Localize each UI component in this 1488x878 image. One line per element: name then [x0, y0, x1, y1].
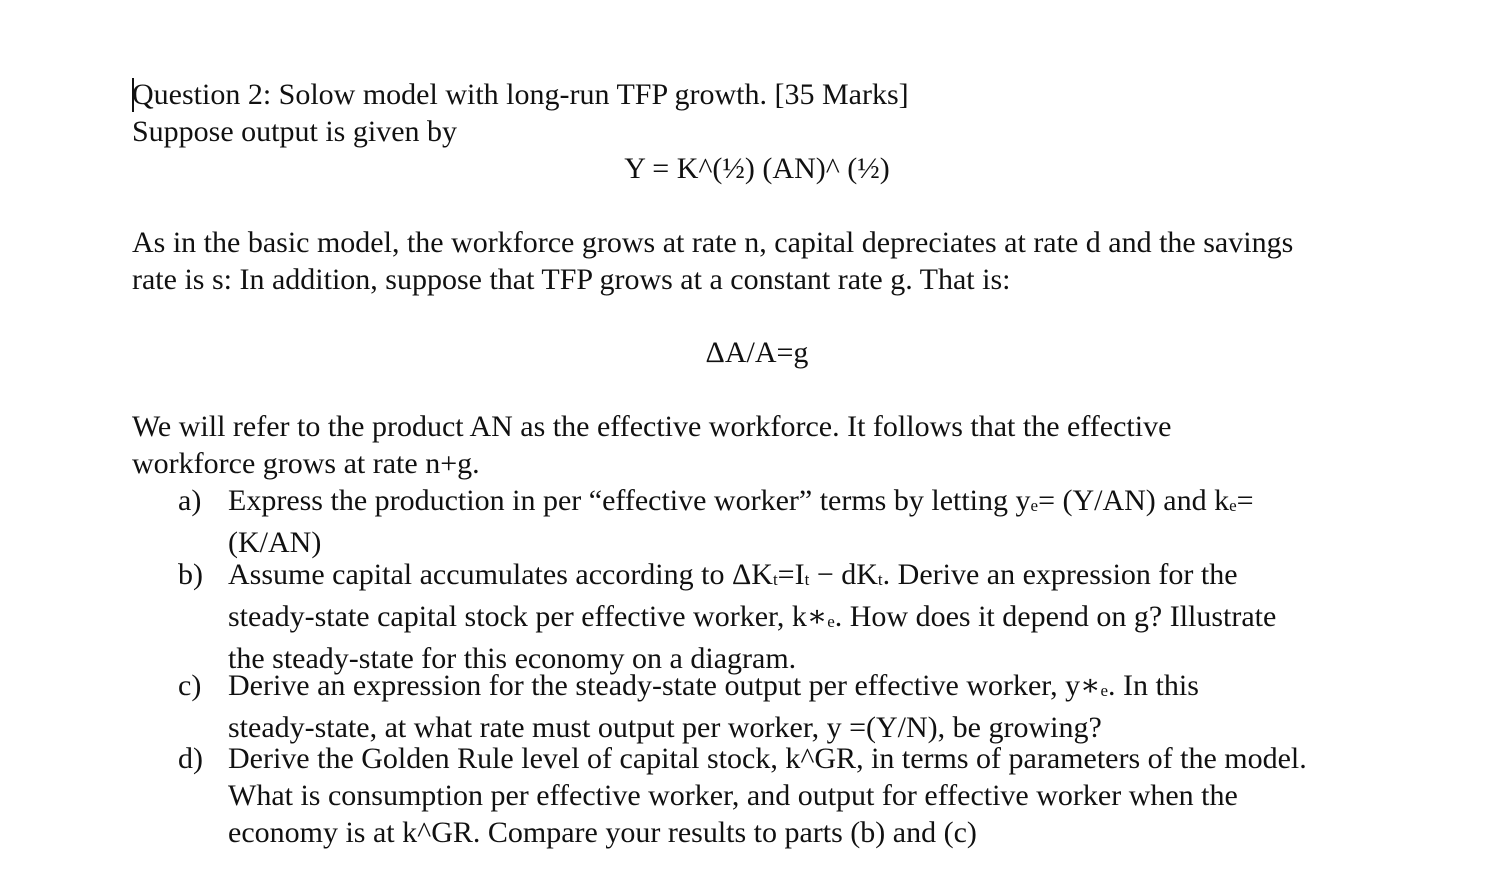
question-title: Question 2: Solow model with long-run TFP growth. [35 Marks] [132, 78, 909, 111]
item-line: What is consumption per effective worker, and output for effective worker when the [228, 779, 1238, 812]
paragraph-line: rate is s: In addition, suppose that TFP grows at a constant rate g. That is: [132, 263, 1011, 296]
item-line: economy is at k^GR. Compare your results to parts (b) and (c) [228, 816, 977, 849]
paragraph-line: As in the basic model, the workforce grows at rate n, capital depreciates at rate d and the savings [132, 226, 1294, 259]
item-line: the steady-state for this economy on a diagram. [228, 642, 797, 675]
list-marker: c) [178, 669, 202, 702]
list-marker: d) [178, 742, 203, 775]
paragraph-line: workforce grows at rate n+g. [132, 447, 480, 480]
item-line: Express the production in per “effective worker” terms by letting $y_e= (Y/AN)$ and $k_e=$ [228, 484, 1254, 517]
paragraph-line: We will refer to the product AN as the effective workforce. It follows that the effective [132, 410, 1172, 443]
intro-text: Suppose output is given by [132, 115, 458, 148]
item-line: Derive an expression for the steady-state output per effective worker, $y∗_e$. In this [228, 669, 1199, 702]
list-marker: b) [178, 558, 203, 591]
item-line: steady-state capital stock per effective worker, $k∗_e$. How does it depend on g? Illustrate [228, 600, 1277, 633]
item-line: (K/AN) [228, 526, 322, 559]
item-line: steady-state, at what rate must output per worker, y =(Y/N), be growing? [228, 711, 1102, 744]
item-line: Assume capital accumulates according to $\Delta K_t=I_t - dK_t$. Derive an expression for the [228, 558, 1238, 591]
tfp-equation: ΔA/A=g [705, 336, 809, 369]
item-line: Derive the Golden Rule level of capital stock, k^GR, in terms of parameters of the model. [228, 742, 1307, 775]
output-equation: Y = K^(½) (AN)^ (½) [624, 152, 890, 185]
list-marker: a) [178, 484, 202, 517]
